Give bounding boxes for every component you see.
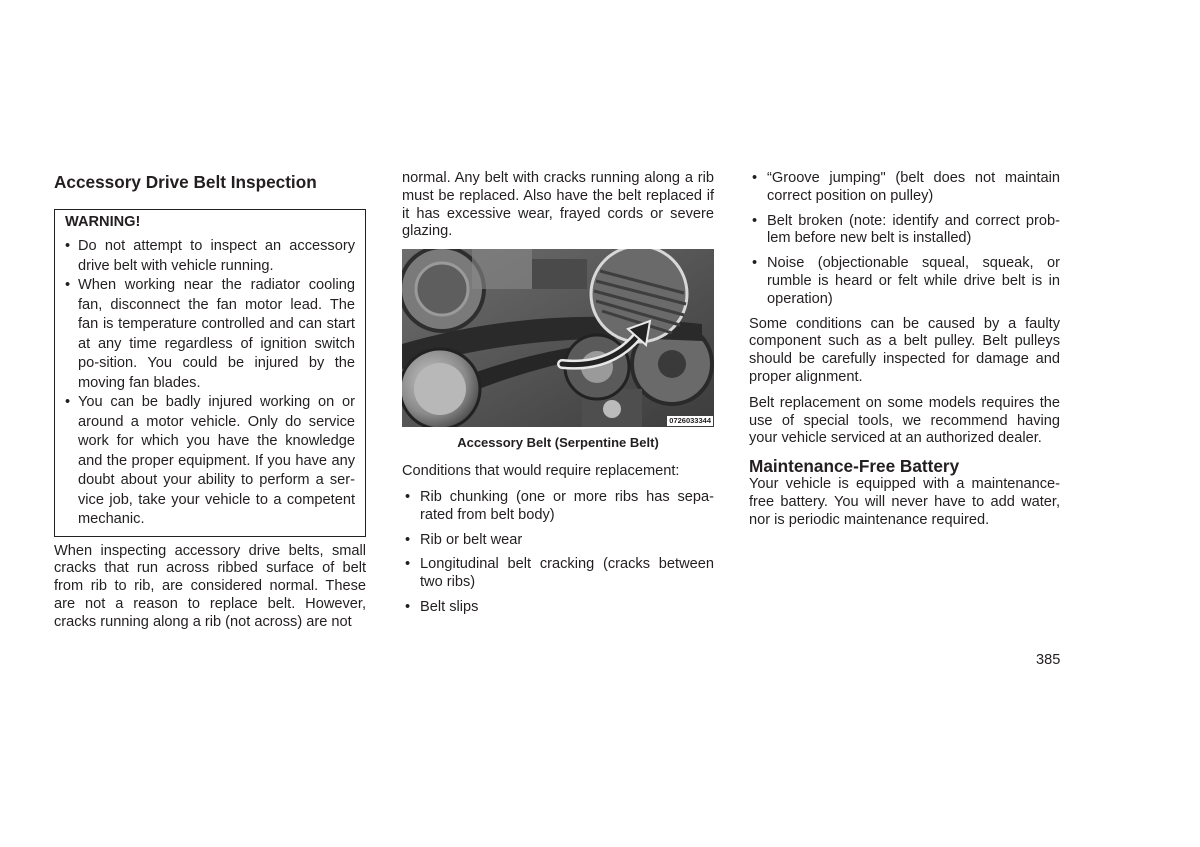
column-right <box>749 170 1060 530</box>
replacement-paragraph: Belt replacement on some models requires the use of special tools, we recommend having your vehicle serviced at an authorized dealer. <box>749 394 1060 447</box>
serpentine-belt-photo <box>402 249 714 427</box>
warning-item: • Do not attempt to inspect an accessory drive belt with vehicle running. <box>65 237 355 276</box>
condition-item: • Rib or belt wear <box>402 532 714 550</box>
condition-item: • “Groove jumping" (belt does not maintain correct position on pulley) <box>749 170 1060 206</box>
page-number: 385 <box>1036 652 1061 668</box>
conditions-list-continued <box>749 170 1060 309</box>
figure-caption: Accessory Belt (Serpentine Belt) <box>457 435 659 451</box>
condition-item: • Longitudinal belt cracking (cracks between two ribs) <box>402 556 714 592</box>
column-left <box>54 170 366 631</box>
section-heading-battery: Maintenance-Free Battery <box>749 456 960 477</box>
conditions-intro: Conditions that would require replacement: <box>402 463 680 480</box>
inspection-paragraph: When inspecting accessory drive belts, small cracks that run across ribbed surface of belt from rib to rib, are considered normal. These are not a reason to replace belt. However, cracks running along a rib (not across) are not <box>54 542 366 630</box>
condition-item: • Noise (objectionable squeal, squeak, or rumble is heard or felt while drive belt is in operation) <box>749 255 1060 308</box>
belt-illustration <box>402 249 714 427</box>
warning-box <box>54 209 366 537</box>
section-heading-belt-inspection: Accessory Drive Belt Inspection <box>54 172 317 192</box>
condition-item: • Belt slips <box>402 599 714 617</box>
conditions-list <box>402 489 714 617</box>
battery-paragraph: Your vehicle is equipped with a maintenance-free battery. You will never have to add water, nor is periodic maintenance required. <box>749 476 1060 528</box>
warning-item: • You can be badly injured working on or around a motor vehicle. Only do service work for which you have the knowledge and the proper equipment. If you have any doubt about your ability to perform a ser-vice job, take your vehicle to a competent mechanic. <box>65 393 355 530</box>
pulley-paragraph: Some conditions can be caused by a faulty component such as a belt pulley. Belt pulleys should be carefully inspected for damage and proper alignment. <box>749 315 1060 385</box>
inspection-paragraph-continued: normal. Any belt with cracks running along a rib must be replaced. Also have the belt replaced if it has excessive wear, frayed cords or severe glazing. <box>402 170 714 240</box>
figure-code: 0726033344 <box>669 416 711 426</box>
warning-title: WARNING! <box>65 214 141 230</box>
warning-list <box>65 237 355 530</box>
condition-item: • Belt broken (note: identify and correct prob-lem before new belt is installed) <box>749 213 1060 249</box>
warning-item: • When working near the radiator cooling fan, disconnect the fan motor lead. The fan is temperature controlled and can start at any time regardless of ignition switch po-sition. You could be injured by the moving fan blades. <box>65 276 355 393</box>
column-middle <box>402 170 714 624</box>
condition-item: • Rib chunking (one or more ribs has sepa-rated from belt body) <box>402 489 714 525</box>
